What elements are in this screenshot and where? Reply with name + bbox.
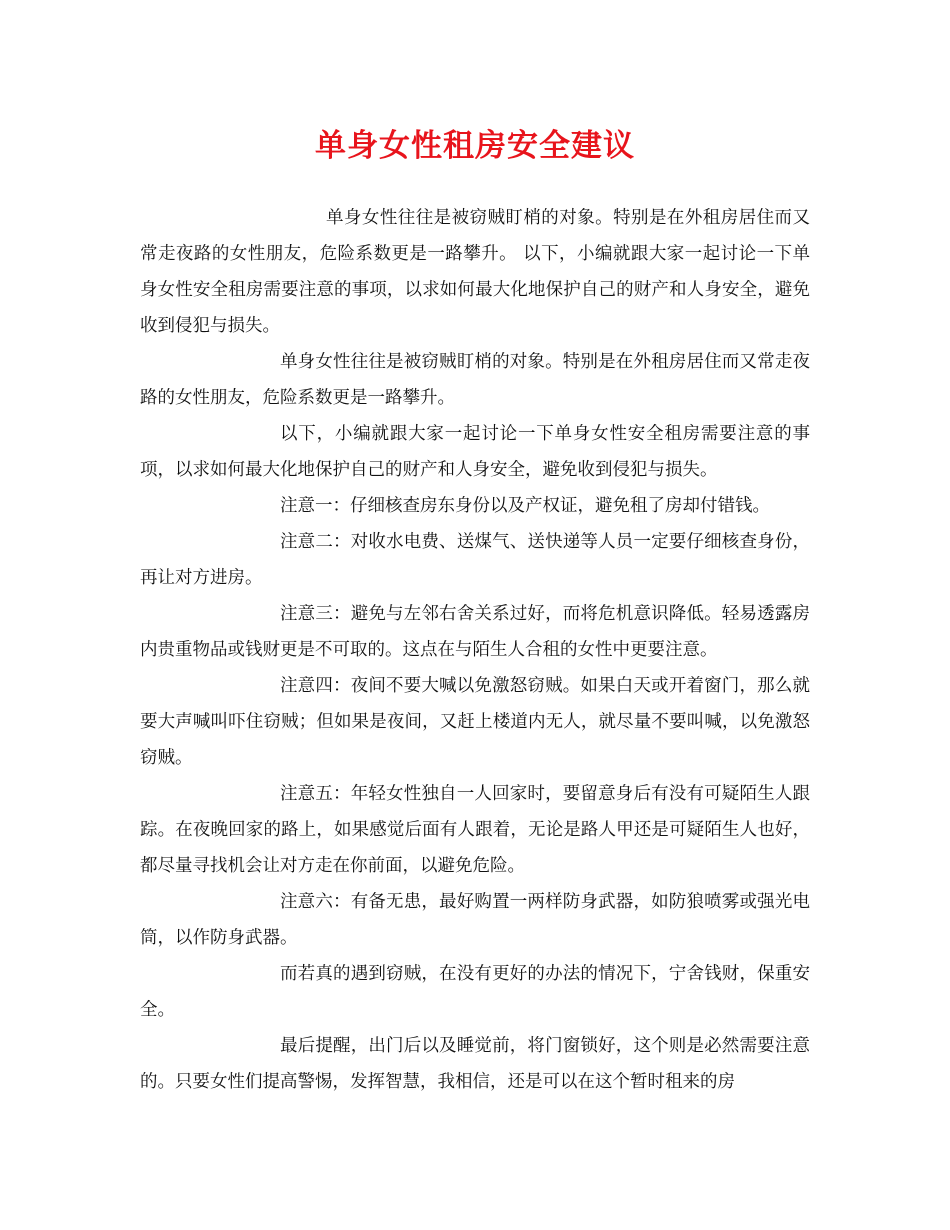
paragraph-note-2: 注意二：对收水电费、送煤气、送快递等人员一定要仔细核查身份，再让对方进房。: [140, 532, 810, 588]
paragraph-note-4: 注意四：夜间不要大喊以免激怒窃贼。如果白天或开着窗门，那么就要大声喊叫吓住窃贼；但如果是夜间，又赶上楼道内无人，就尽量不要叫喊，以免激怒窃贼。: [140, 676, 810, 768]
paragraph-note-3: 注意三：避免与左邻右舍关系过好，而将危机意识降低。轻易透露房内贵重物品或钱财更是不可取的。这点在与陌生人合租的女性中更要注意。: [140, 604, 810, 660]
paragraph: 单身女性往往是被窃贼盯梢的对象。特别是在外租房居住而又常走夜路的女性朋友，危险系数更是一路攀升。: [140, 352, 810, 408]
document-body: [140, 200, 810, 1100]
paragraph: 而若真的遇到窃贼，在没有更好的办法的情况下，宁舍钱财，保重安全。: [140, 964, 810, 1020]
paragraph: 以下，小编就跟大家一起讨论一下单身女性安全租房需要注意的事项，以求如何最大化地保护自己的财产和人身安全，避免收到侵犯与损失。: [140, 424, 810, 480]
paragraph-note-6: 注意六：有备无患，最好购置一两样防身武器，如防狼喷雾或强光电筒，以作防身武器。: [140, 892, 810, 948]
paragraph-intro: 单身女性往往是被窃贼盯梢的对象。特别是在外租房居住而又常走夜路的女性朋友，危险系数更是一路攀升。 以下，小编就跟大家一起讨论一下单身女性安全租房需要注意的事项，以求如何最大化地保护自己的财产和人身安全，避免收到侵犯与损失。: [140, 208, 810, 336]
page-title: 单身女性租房安全建议: [315, 128, 635, 164]
paragraph-note-5: 注意五：年轻女性独自一人回家时，要留意身后有没有可疑陌生人跟踪。在夜晚回家的路上，如果感觉后面有人跟着，无论是路人甲还是可疑陌生人也好，都尽量寻找机会让对方走在你前面，以避免危险。: [140, 784, 810, 876]
paragraph-final-reminder: 最后提醒，出门后以及睡觉前，将门窗锁好，这个则是必然需要注意的。只要女性们提高警惕，发挥智慧，我相信，还是可以在这个暂时租来的房: [140, 1036, 810, 1092]
paragraph-note-1: 注意一：仔细核查房东身份以及产权证，避免租了房却付错钱。: [280, 496, 770, 516]
